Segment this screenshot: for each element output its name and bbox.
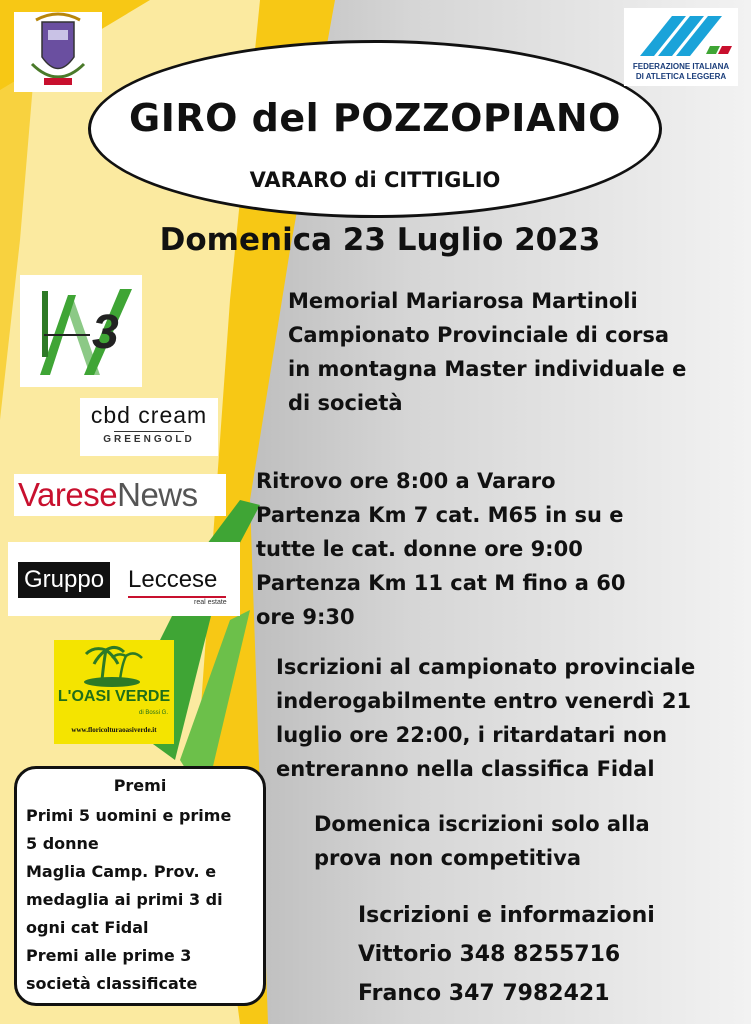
- event-date: Domenica 23 Luglio 2023: [159, 222, 601, 258]
- event-location: VARARO di CITTIGLIO: [249, 168, 501, 192]
- gruppo-leccese-logo: [8, 542, 240, 616]
- municipality-crest-logo: [14, 12, 102, 92]
- cbd-divider: [114, 431, 184, 432]
- a3-icon: [20, 275, 142, 387]
- cbd-name: cbd cream: [90, 402, 208, 428]
- prizes-text: Primi 5 uomini e prime 5 donne Maglia Camp. Prov. e medaglia ai primi 3 di ogni cat Fidal Premi alle prime 3 società classificate: [26, 806, 232, 993]
- a3-logo: [20, 275, 142, 387]
- sunday-note: Domenica iscrizioni solo alla prova non competitiva: [314, 812, 650, 870]
- cbd-cream-logo: [80, 398, 218, 456]
- crest-icon: [14, 12, 102, 92]
- contacts-text: Iscrizioni e informazioni Vittorio 348 8255716 Franco 347 7982421: [358, 903, 655, 1006]
- event-title: GIRO del POZZOPIANO: [129, 96, 621, 140]
- leccese-word: Leccese: [128, 566, 218, 593]
- fidal-name-line1: FEDERAZIONE ITALIANA: [632, 62, 730, 71]
- registration-text: Iscrizioni al campionato provinciale inderogabilmente entro venerdì 21 luglio ore 22:00, i ritardatari non entreranno nella classifica Fidal: [276, 655, 696, 781]
- fidal-name-line2: DI ATLETICA LEGGERA: [635, 72, 727, 81]
- oasi-name: L'OASI VERDE: [57, 688, 171, 705]
- varese-word: Varese: [18, 476, 118, 513]
- a3-numeral: 3: [92, 306, 119, 359]
- cbd-subname: GREENGOLD: [103, 434, 195, 445]
- oasi-owner: di Bossi G.: [138, 710, 168, 716]
- gruppo-underline: [128, 596, 226, 598]
- fidal-logo: [624, 8, 738, 86]
- schedule-text: Ritrovo ore 8:00 a Vararo Partenza Km 7 cat. M65 in su e tutte le cat. donne ore 9:00 Partenza Km 11 cat M fino a 60 ore 9:30: [256, 469, 626, 629]
- memorial-text: Memorial Mariarosa Martinoli Campionato Provinciale di corsa in montagna Master individuale e di società: [288, 289, 687, 415]
- news-word: News: [117, 476, 198, 513]
- oasi-url: www.floricolturaoasiverde.it: [71, 726, 157, 734]
- varesenews-logo: [14, 474, 226, 516]
- gruppo-word: Gruppo: [18, 562, 110, 598]
- gruppo-subtitle: real estate: [194, 599, 227, 606]
- prizes-title: Premi: [113, 776, 167, 795]
- oasi-verde-logo: [54, 640, 174, 744]
